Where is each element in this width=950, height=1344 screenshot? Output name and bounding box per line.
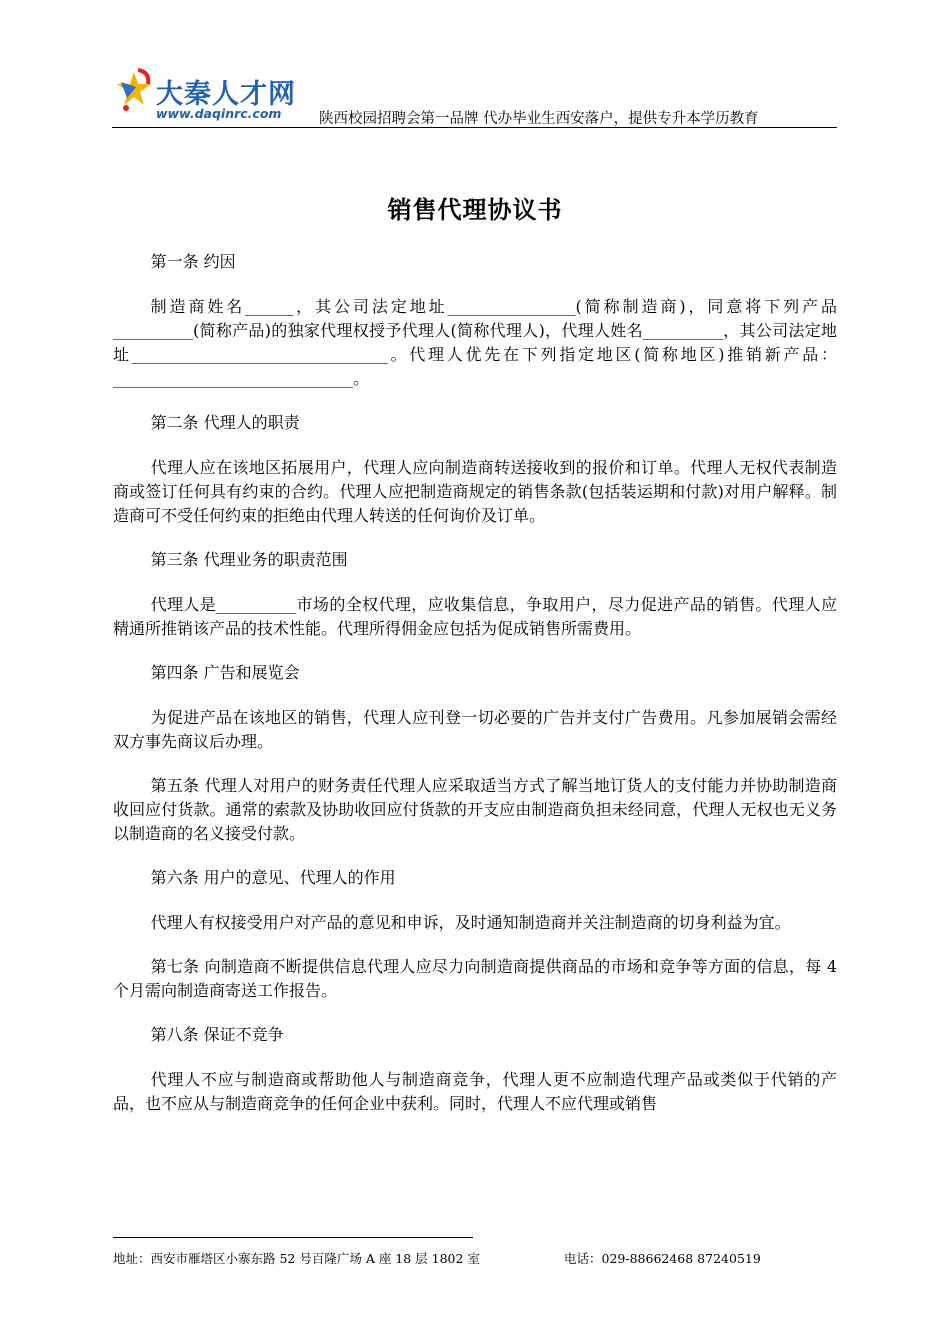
- star-logo-icon: [116, 68, 156, 114]
- paragraph: 为促进产品在该地区的销售，代理人应刊登一切必要的广告并支付广告费用。凡参加展销会需经双方事先商议后办理。: [113, 708, 837, 751]
- paragraph: 第五条 代理人对用户的财务责任代理人应采取适当方式了解当地订货人的支付能力并协助制造商收回应付货款。通常的索款及协助收回应付货款的开支应由制造商负担未经同意，代理人无权也无义务以制造商的名义接受付款。: [113, 776, 837, 843]
- article-heading: 第六条 用户的意见、代理人的作用: [150, 868, 396, 887]
- document-body: [113, 250, 837, 1136]
- paragraph: 代理人应在该地区拓展用户，代理人应向制造商转送接收到的报价和订单。代理人无权代表制造商或签订任何具有约束的合约。代理人应把制造商规定的销售条款(包括装运期和付款)对用户解释。制造商可不受任何约束的拒绝由代理人转送的任何询价及订单。: [113, 458, 837, 525]
- header-slogan: 陕西校园招聘会第一品牌 代办毕业生西安落户，提供专升本学历教育: [319, 111, 759, 127]
- article-heading: 第八条 保证不竞争: [150, 1025, 284, 1044]
- footer-phone: 电话：029-88662468 87240519: [564, 1251, 761, 1266]
- article-heading: 第三条 代理业务的职责范围: [150, 550, 348, 569]
- paragraph: 代理人是__________市场的全权代理，应收集信息，争取用户，尽力促进产品的销售。代理人应精通所推销该产品的技术性能。代理所得佣金应包括为促成销售所需费用。: [113, 595, 837, 638]
- page-header: [112, 66, 837, 128]
- document-title: 销售代理协议书: [387, 195, 563, 224]
- paragraph: 代理人有权接受用户对产品的意见和申诉，及时通知制造商并关注制造商的切身利益为宜。: [150, 913, 791, 932]
- site-logo[interactable]: [112, 66, 327, 128]
- article-heading: 第二条 代理人的职责: [150, 413, 300, 432]
- logo-url[interactable]: www.daqinrc.com: [156, 106, 282, 121]
- logo-text: 大秦人才网: [156, 79, 296, 110]
- paragraph: 第七条 向制造商不断提供信息代理人应尽力向制造商提供商品的市场和竞争等方面的信息，每 4 个月需向制造商寄送工作报告。: [113, 957, 837, 1000]
- header-divider: [112, 127, 837, 128]
- footer-address: 地址：西安市雁塔区小寨东路 52 号百隆广场 A 座 18 层 1802 室: [113, 1251, 480, 1266]
- footer-divider: [113, 1237, 473, 1238]
- article-heading: 第一条 约因: [150, 252, 236, 271]
- paragraph: 代理人不应与制造商或帮助他人与制造商竞争，代理人更不应制造代理产品或类似于代销的产品，也不应从与制造商竞争的任何企业中获利。同时，代理人不应代理或销售: [113, 1070, 837, 1113]
- paragraph: 制造商姓名______，其公司法定地址________________(简称制造商)，同意将下列产品__________(简称产品)的独家代理权授予代理人(简称代理人)，代理人姓名__________，其公司法定地址________________________________。代理人优先在下列指定地区(简称地区)推销新产品：______________________________。: [113, 297, 837, 388]
- article-heading: 第四条 广告和展览会: [150, 663, 300, 682]
